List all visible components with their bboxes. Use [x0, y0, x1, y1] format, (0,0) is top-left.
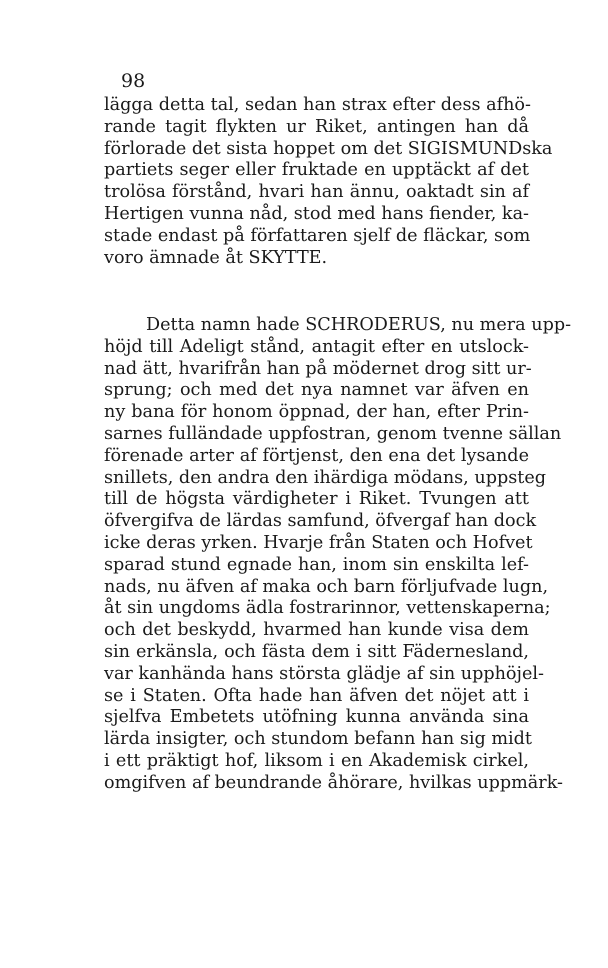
text-line: i ett präktigt hof, liksom i en Akademisk cirkel,	[104, 750, 529, 771]
text-line: och det beskydd, hvarmed han kunde visa dem	[104, 620, 529, 641]
text-line: trolösa förstånd, hvari han ännu, oaktadt sin af	[104, 182, 529, 203]
text-line: var kanhända hans största glädje af sin upphöjel-	[104, 663, 544, 684]
text-line: nads, nu äfven af maka och barn förljufvade lugn,	[104, 576, 549, 597]
text-line: öfvergifva de lärdas samfund, öfvergaf han dock	[104, 511, 537, 532]
text-line: förlorade det sista hoppet om det SIGISMUNDska	[104, 138, 553, 159]
text-line: nad ätt, hvarifrån han på mödernet drog sitt ur-	[104, 358, 532, 379]
text-line: lärda insigter, och stundom befann han sig midt	[104, 729, 532, 750]
text-line: partiets seger eller fruktade en upptäckt af det	[104, 160, 529, 181]
text-line: sprung; och med det nya namnet var äfven en	[104, 380, 529, 401]
text-line: ny bana för honom öppnad, der han, efter Prin-	[104, 402, 529, 423]
page-number: 98	[121, 70, 146, 92]
text-line: sarnes fulländade uppfostran, genom tvenne sällan	[104, 423, 562, 444]
text-line: omgifven af beundrande åhörare, hvilkas uppmärk-	[104, 772, 563, 793]
text-line: lägga detta tal, sedan han strax efter dess afhö-	[104, 95, 531, 115]
paragraph	[104, 95, 553, 269]
text-line: snillets, den andra den ihärdiga mödans, uppsteg	[104, 467, 546, 488]
text-line: se i Staten. Ofta hade han äfven det nöjet att i	[104, 685, 529, 706]
text-line: rande tagit flykten ur Riket, antingen han då	[104, 116, 529, 137]
paragraph	[104, 315, 572, 795]
text-line: till de högsta värdigheter i Riket. Tvungen att	[104, 489, 529, 510]
text-line: åt sin ungdoms ädla fostrarinnor, vettenskaperna;	[104, 598, 551, 619]
text-line: Hertigen vunna nåd, stod med hans fiender, ka-	[104, 203, 529, 224]
text-line: sparad stund egnade han, inom sin enskilta lef-	[104, 554, 529, 575]
text-line: sjelfva Embetets utöfning kunna använda sina	[104, 707, 529, 728]
text-line: förenade arter af förtjenst, den ena det lysande	[104, 445, 529, 466]
text-line: stade endast på författaren sjelf de fläckar, som	[104, 225, 531, 246]
text-line: icke deras yrken. Hvarje från Staten och Hofvet	[104, 532, 533, 553]
text-line: voro ämnade åt SKYTTE.	[104, 247, 328, 268]
text-line: Detta namn hade SCHRODERUS, nu mera upp-	[146, 315, 572, 335]
text-line: höjd till Adeligt stånd, antagit efter en utslock-	[104, 336, 529, 357]
text-line: sin erkänsla, och fästa dem i sitt Fädernesland,	[104, 641, 529, 662]
